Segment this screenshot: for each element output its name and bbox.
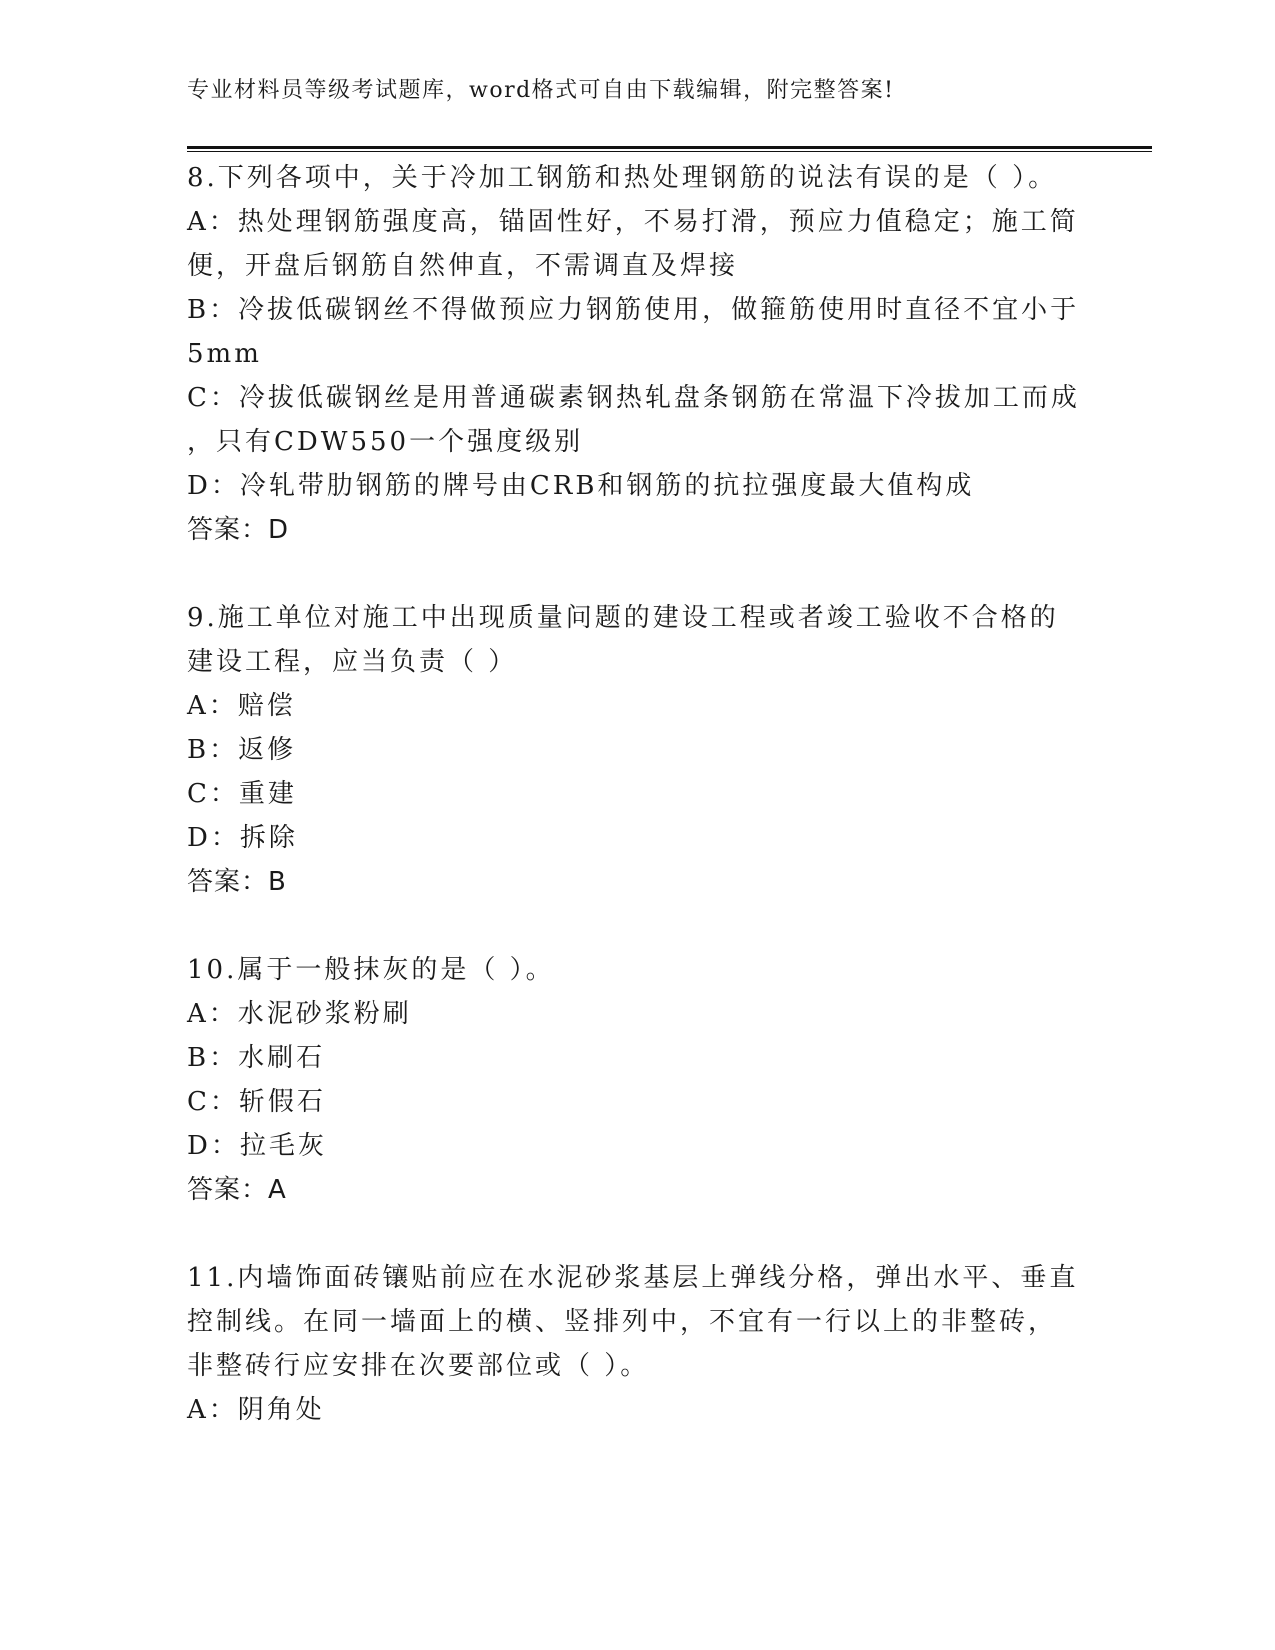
question-9-stem-cont: 建设工程，应当负责（ ）: [187, 647, 518, 677]
question-10-option-d: D：拉毛灰: [187, 1131, 327, 1161]
question-8-option-b: B：冷拔低碳钢丝不得做预应力钢筋使用，做箍筋使用时直径不宜小于: [187, 295, 1080, 325]
question-11-stem-cont-2: 非整砖行应安排在次要部位或（ ）。: [187, 1351, 650, 1381]
question-10-answer: 答案：A: [187, 1175, 287, 1205]
question-10-option-b: B：水刷石: [187, 1043, 326, 1073]
question-11-stem: 11.内墙饰面砖镶贴前应在水泥砂浆基层上弹线分格，弹出水平、垂直: [187, 1263, 1079, 1293]
question-10-stem: 10.属于一般抹灰的是（ ）。: [187, 955, 555, 985]
question-9-option-a: A：赔偿: [187, 691, 296, 721]
question-8-answer: 答案：D: [187, 515, 290, 545]
question-8-option-a: A：热处理钢筋强度高，锚固性好，不易打滑，预应力值稳定；施工简: [187, 207, 1079, 237]
question-9-option-b: B：返修: [187, 735, 297, 765]
question-9-stem: 9.施工单位对施工中出现质量问题的建设工程或者竣工验收不合格的: [187, 603, 1059, 633]
question-9-option-c: C：重建: [187, 779, 297, 809]
header-divider-thin: [187, 151, 1152, 152]
header-divider-thick: [187, 146, 1152, 149]
question-8-option-c: C：冷拔低碳钢丝是用普通碳素钢热轧盘条钢筋在常温下冷拔加工而成: [187, 383, 1080, 413]
question-11-stem-cont-1: 控制线。在同一墙面上的横、竖排列中，不宜有一行以上的非整砖，: [187, 1307, 1058, 1337]
question-9-answer: 答案：B: [187, 867, 287, 897]
question-8-option-a-cont: 便，开盘后钢筋自然伸直，不需调直及焊接: [187, 251, 739, 281]
question-11-option-a: A：阴角处: [187, 1395, 325, 1425]
header-note: 专业材料员等级考试题库，word格式可自由下载编辑，附完整答案!: [187, 78, 895, 103]
question-10-option-c: C：斩假石: [187, 1087, 326, 1117]
question-8-option-c-cont: ，只有CDW550一个强度级别: [187, 427, 584, 457]
question-9-option-d: D：拆除: [187, 823, 298, 853]
question-10-option-a: A：水泥砂浆粉刷: [187, 999, 412, 1029]
question-8-option-b-cont: 5mm: [187, 339, 262, 369]
question-8-option-d: D：冷轧带肋钢筋的牌号由CRB和钢筋的抗拉强度最大值构成: [187, 471, 975, 501]
question-8-stem: 8.下列各项中，关于冷加工钢筋和热处理钢筋的说法有误的是（ ）。: [187, 163, 1058, 193]
